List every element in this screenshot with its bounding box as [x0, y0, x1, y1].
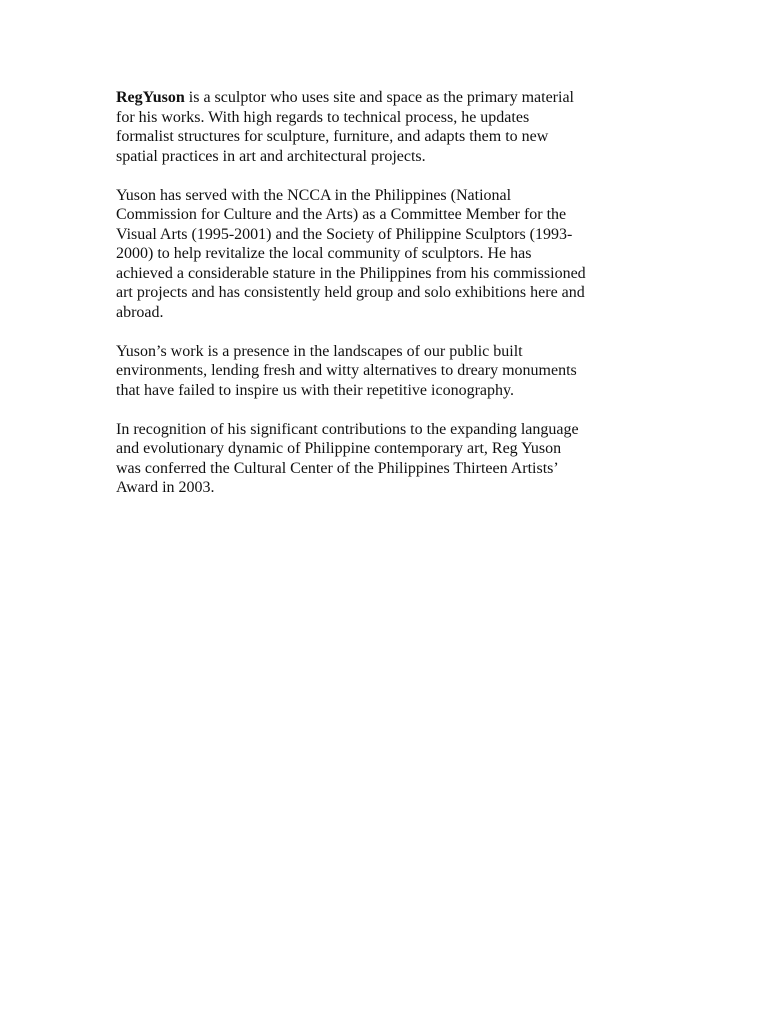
text-line: In recognition of his significant contributions to the expanding language	[116, 420, 579, 438]
text-line: Award in 2003.	[116, 479, 215, 496]
artist-name: RegYuson	[116, 89, 185, 106]
text-line: 2000) to help revitalize the local community of sculptors. He has	[116, 245, 532, 262]
text-line: Yuson’s work is a presence in the landscapes of our public built	[116, 342, 523, 360]
text-line: and evolutionary dynamic of Philippine contemporary art, Reg Yuson	[116, 440, 562, 457]
text-line: Visual Arts (1995-2001) and the Society of Philippine Sculptors (1993-	[116, 225, 573, 243]
text-line: environments, lending fresh and witty alternatives to dreary monuments	[116, 362, 577, 379]
text-line: art projects and has consistently held group and solo exhibitions here and	[116, 284, 585, 301]
text-line: that have failed to inspire us with their repetitive iconography.	[116, 381, 514, 399]
paragraph-ncca	[116, 186, 656, 323]
text-line: achieved a considerable stature in the Philippines from his commissioned	[116, 264, 586, 282]
text-line: for his works. With high regards to technical process, he updates	[116, 108, 530, 126]
text-line: spatial practices in art and architectural projects.	[116, 147, 426, 165]
paragraph-intro	[116, 88, 656, 166]
text-line: Yuson has served with the NCCA in the Philippines (National	[116, 186, 512, 204]
paragraph-presence	[116, 342, 656, 401]
text-line-rest: is a sculptor who uses site and space as the primary material	[184, 89, 574, 106]
text-line	[116, 88, 656, 108]
text-line: was conferred the Cultural Center of the Philippines Thirteen Artists’	[116, 459, 559, 477]
paragraph-award	[116, 420, 656, 498]
document-body	[116, 88, 656, 517]
text-line: abroad.	[116, 303, 164, 321]
text-line: formalist structures for sculpture, furniture, and adapts them to new	[116, 128, 549, 145]
text-line: Commission for Culture and the Arts) as a Committee Member for the	[116, 206, 567, 223]
